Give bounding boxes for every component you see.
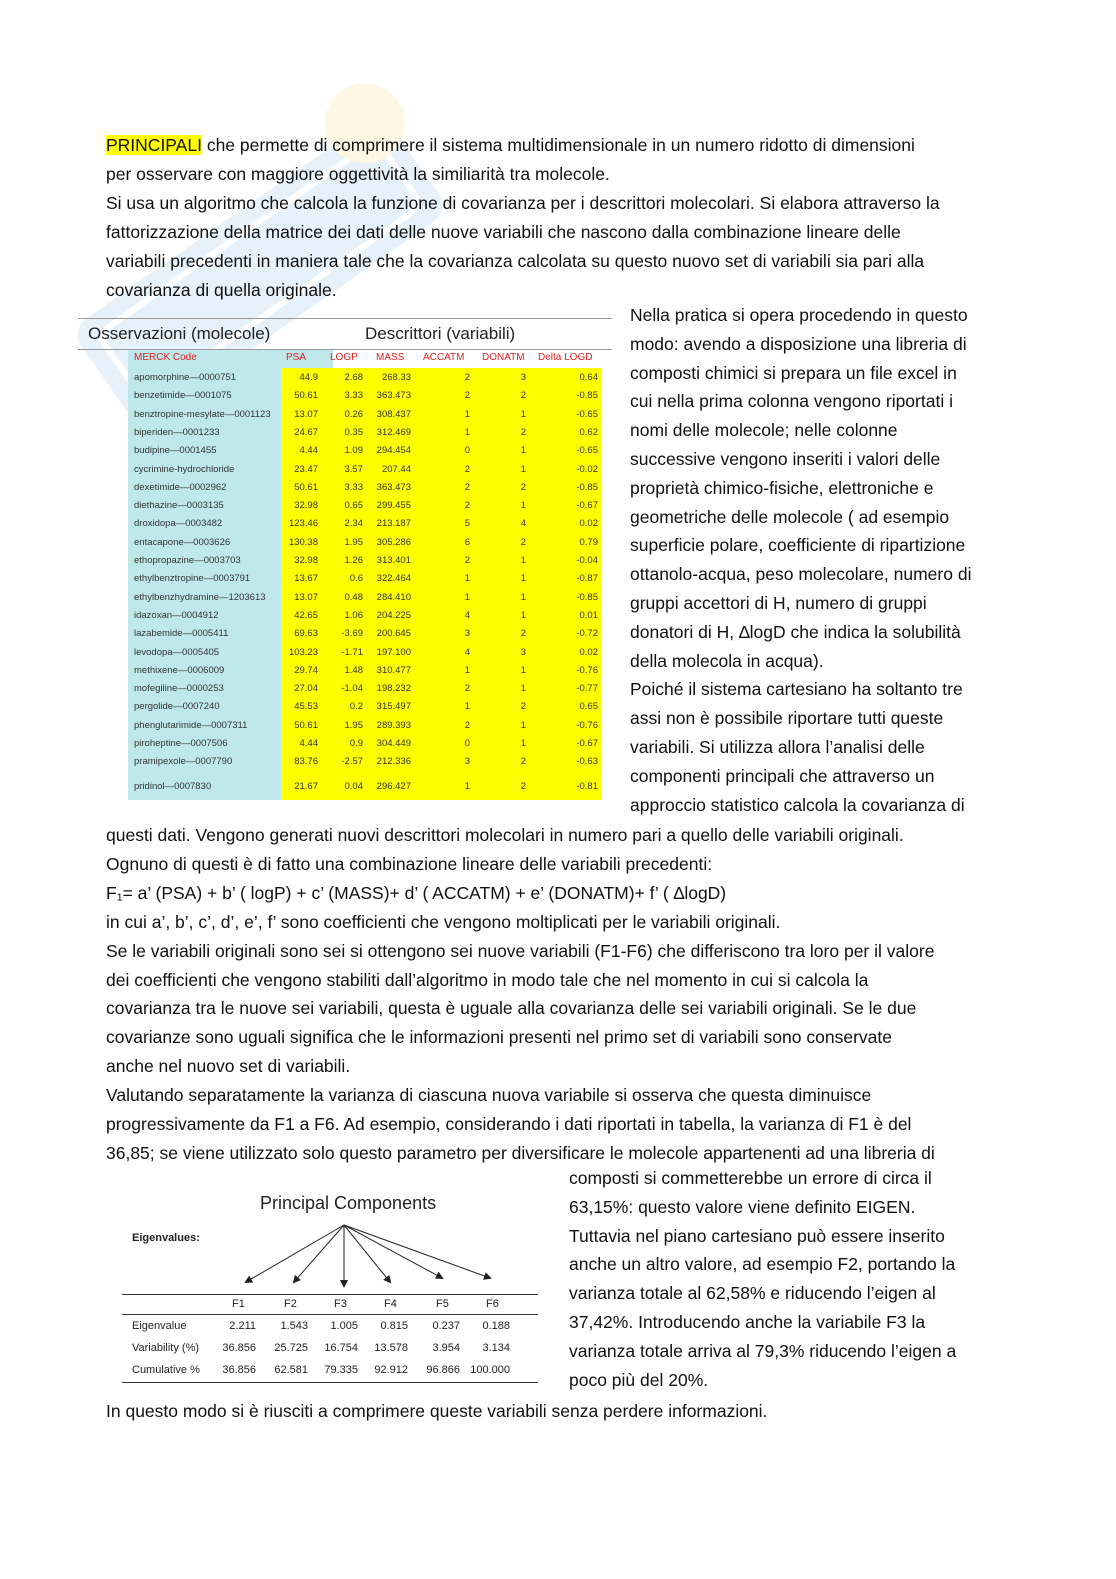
side-line: Nella pratica si opera procedendo in questo: [630, 305, 968, 325]
descriptors-header: Descrittori (variabili): [365, 324, 516, 343]
descriptor-value: 32.98: [294, 500, 318, 512]
table-row: [78, 535, 612, 553]
descriptor-value: 1: [520, 555, 526, 566]
descriptor-value: 2.68: [344, 372, 363, 383]
descriptor-value: 212.336: [376, 756, 411, 768]
descriptor-value: 45.53: [294, 701, 318, 713]
body-line: anche nel nuovo set di variabili.: [106, 1056, 351, 1077]
descriptor-value: 0.79: [579, 536, 598, 548]
descriptor-value: 1: [520, 408, 526, 420]
molecule-name: lazabemide—0005411: [134, 628, 229, 640]
descriptor-value: 363.473: [376, 390, 411, 402]
descriptor-value: 1: [520, 591, 526, 603]
descriptor-value: 2: [520, 701, 526, 713]
descriptor-value: 3.33: [344, 481, 363, 493]
descriptor-value: -1.04: [341, 683, 363, 695]
molecule-name: pridinol—0007830: [134, 780, 212, 792]
side-line: nomi delle molecole; nelle colonne: [630, 420, 898, 441]
descriptor-value: 294.454: [376, 445, 411, 457]
side-line: superficie polare, coefficiente di ripartizione: [630, 535, 966, 556]
descriptor-value: 3: [464, 628, 470, 640]
descriptor-value: 2: [464, 372, 470, 383]
descriptor-value: 103.23: [288, 646, 318, 658]
descriptor-value: 296.427: [376, 780, 411, 792]
descriptor-value: 1.09: [344, 445, 363, 457]
descriptor-value: 32.98: [294, 555, 318, 566]
column-header: MERCK Code: [134, 352, 197, 363]
pc-value: 0.815: [380, 1320, 408, 1332]
descriptor-value: -0.72: [576, 628, 598, 640]
line-text: fattorizzazione della matrice dei dati delle nuove variabili che nascono dalla combinazione lineare delle: [106, 222, 901, 242]
molecule-name: mofegiline—0000253: [134, 683, 224, 695]
pc-value: 96.866: [426, 1364, 460, 1376]
pc-value: 92.912: [374, 1364, 408, 1376]
side-line: proprietà chimico-fisiche, elettroniche e: [630, 477, 934, 498]
body-line: progressivamente da F1 a F6. Ad esempio, considerando i dati riportati in tabella, la varianza di F1 è del: [106, 1114, 912, 1134]
observations-header: Osservazioni (molecole): [88, 324, 271, 343]
descriptor-value: 1: [520, 738, 526, 749]
descriptor-value: 21.67: [294, 780, 318, 792]
descriptor-value: 0.64: [579, 372, 598, 383]
descriptor-value: 0.65: [344, 500, 363, 512]
body-line: covarianze sono uguali significa che le informazioni presenti nel primo set di variabili sono conservate: [106, 1027, 892, 1048]
molecule-name: ethylbenzhydramine—1203613: [134, 591, 266, 603]
descriptor-value: 0.02: [579, 518, 598, 530]
descriptor-value: 207.44: [381, 463, 411, 475]
descriptor-value: 2: [520, 390, 526, 402]
descriptor-value: 50.61: [294, 481, 318, 493]
descriptor-value: -0.76: [576, 664, 598, 676]
descriptor-value: 204.225: [376, 609, 411, 621]
descriptor-value: 1: [520, 573, 526, 585]
table-row: [78, 407, 612, 425]
intro-line: [106, 160, 610, 189]
side2-line: 63,15%: questo valore viene definito EIGEN.: [569, 1196, 916, 1217]
descriptor-value: 313.401: [376, 555, 411, 566]
descriptor-value: 289.393: [376, 719, 411, 731]
table-row: [78, 571, 612, 589]
descriptor-value: 130.38: [288, 536, 318, 548]
pc-row-label: Cumulative %: [132, 1364, 200, 1376]
descriptor-value: 2: [464, 719, 470, 731]
pc-value: 100.000: [470, 1364, 510, 1376]
side2-line: composti si commetterebbe un errore di circa il: [569, 1168, 932, 1188]
eigenvalues-label: Eigenvalues:: [132, 1232, 200, 1244]
column-header: LOGP: [330, 352, 358, 363]
pc-value: 79.335: [324, 1364, 358, 1376]
descriptor-value: 2: [464, 390, 470, 402]
descriptor-value: 50.61: [294, 719, 318, 731]
descriptor-value: -0.67: [576, 738, 598, 749]
body-line: Ognuno di questi è di fatto una combinazione lineare delle variabili precedenti:: [106, 853, 713, 874]
pc-column-header: F4: [384, 1298, 397, 1310]
table-row: [78, 480, 612, 498]
descriptor-value: 308.437: [376, 408, 411, 420]
descriptor-value: -0.85: [576, 481, 598, 493]
pc-value: 16.754: [324, 1342, 358, 1354]
descriptor-value: 123.46: [288, 518, 318, 530]
descriptor-value: 0.62: [579, 426, 598, 438]
pc-rule-mid: [122, 1314, 538, 1315]
descriptor-value: 2: [520, 756, 526, 768]
descriptor-value: 1: [464, 408, 470, 420]
molecule-name: cycrimine-hydrochloride: [134, 463, 235, 475]
descriptor-value: 0.65: [579, 701, 598, 713]
column-header: PSA: [286, 352, 307, 363]
descriptor-value: -0.81: [576, 780, 598, 792]
side-line: approccio statistico calcola la covarianza di: [630, 794, 965, 815]
descriptor-value: 2: [464, 683, 470, 695]
descriptor-value: 0.2: [349, 701, 363, 713]
intro-line: [106, 276, 337, 305]
side2-line: varianza totale arriva al 79,3% riducendo l’eigen a: [569, 1340, 957, 1361]
principal-components-figure: [120, 1190, 545, 1390]
pc-value: 3.954: [432, 1342, 460, 1354]
molecule-name: benzetimide—0001075: [134, 390, 232, 402]
table-row: [78, 681, 612, 699]
descriptor-value: 284.410: [376, 591, 411, 603]
descriptor-value: 1: [520, 463, 526, 475]
table-row: [78, 370, 612, 388]
descriptor-value: 1.26: [344, 555, 363, 566]
descriptor-value: 0: [464, 738, 470, 749]
side-line: ottanolo-acqua, peso molecolare, numero di: [630, 564, 972, 585]
table-header-band: [78, 318, 612, 350]
side-line: della molecola in acqua).: [630, 650, 824, 671]
molecule-name: benztropine-mesylate—0001123: [134, 408, 271, 420]
descriptor-value: 3: [520, 372, 526, 383]
descriptor-value: 200.645: [376, 628, 411, 640]
descriptor-value: 3: [520, 646, 526, 658]
pc-column-header: F3: [334, 1298, 347, 1310]
molecule-name: pramipexole—0007790: [134, 756, 233, 768]
pc-column-header: F6: [486, 1298, 499, 1310]
side-line: componenti principali che attraverso un: [630, 765, 935, 786]
descriptor-value: 1: [520, 719, 526, 731]
descriptor-value: 27.04: [294, 683, 318, 695]
table-row: [78, 443, 612, 461]
line-text: che permette di comprimere il sistema multidimensionale in un numero ridotto di dimensioni: [201, 135, 915, 155]
molecule-name: ethylbenztropine—0003791: [134, 573, 251, 585]
column-header: MASS: [376, 352, 405, 363]
descriptor-value: -0.85: [576, 591, 598, 603]
descriptor-value: 0.02: [579, 646, 598, 658]
descriptor-value: 1: [464, 664, 470, 676]
descriptor-value: 5: [464, 518, 470, 530]
pc-arrows: [120, 1190, 545, 1300]
side-line: composti chimici si prepara un file excel in: [630, 362, 957, 383]
descriptor-value: 198.232: [376, 683, 411, 695]
descriptor-table-figure: [78, 318, 612, 804]
descriptor-value: 23.47: [294, 463, 318, 475]
descriptor-value: -0.77: [576, 683, 598, 695]
pc-value: 3.134: [482, 1342, 510, 1354]
pc-title: Principal Components: [260, 1193, 437, 1213]
table-row: [78, 718, 612, 736]
descriptor-value: 1: [520, 445, 526, 457]
pc-row-label: Eigenvalue: [132, 1320, 187, 1332]
descriptor-value: 213.187: [376, 518, 411, 530]
descriptor-value: 2: [464, 555, 470, 566]
descriptor-value: 1: [464, 701, 470, 713]
table-row: [78, 736, 612, 754]
intro-line: [106, 247, 924, 276]
side-line: assi non è possibile riportare tutti queste: [630, 708, 944, 729]
descriptor-value: 1.95: [344, 536, 363, 548]
descriptor-value: -0.76: [576, 719, 598, 731]
molecule-name: apomorphine—0000751: [134, 372, 236, 383]
side-line: donatori di H, ∆logD che indica la solubilità: [630, 621, 961, 642]
pc-column-header: F2: [284, 1298, 297, 1310]
molecule-name: piroheptine—0007506: [134, 738, 228, 749]
descriptor-value: -0.02: [576, 463, 598, 475]
column-header: DONATM: [482, 352, 525, 363]
descriptor-value: 0.01: [579, 609, 598, 621]
body-line: 36,85; se viene utilizzato solo questo parametro per diversificare le molecole appartenenti ad una libreria di: [106, 1142, 935, 1163]
pc-rule-bottom: [122, 1382, 538, 1383]
descriptor-value: 0.48: [344, 591, 363, 603]
descriptor-value: -0.87: [576, 573, 598, 585]
descriptor-value: 305.286: [376, 536, 411, 548]
descriptor-value: 2: [464, 481, 470, 493]
descriptor-value: 4: [464, 609, 470, 621]
pc-value: 25.725: [274, 1342, 308, 1354]
table-row: [78, 516, 612, 534]
body-line: questi dati. Vengono generati nuovi descrittori molecolari in numero pari a quello delle variabili originali.: [106, 825, 904, 845]
side-line: Poiché il sistema cartesiano ha soltanto tre: [630, 679, 963, 700]
descriptor-value: 4: [464, 646, 470, 658]
descriptor-value: 322.464: [376, 573, 411, 585]
descriptor-value: 1: [464, 780, 470, 792]
descriptor-value: 268.33: [381, 372, 411, 383]
molecule-name: diethazine—0003135: [134, 500, 224, 512]
descriptor-value: 310.477: [376, 664, 411, 676]
molecule-name: methixene—0006009: [134, 664, 225, 676]
side-line: variabili. Si utilizza allora l’analisi delle: [630, 737, 925, 757]
side2-line: anche un altro valore, ad esempio F2, portando la: [569, 1254, 956, 1275]
descriptor-value: 42.65: [294, 609, 318, 621]
descriptor-value: 299.455: [376, 500, 411, 512]
table-row: [78, 779, 612, 797]
side2-line: poco più del 20%.: [569, 1369, 709, 1390]
descriptor-value: 4: [520, 518, 526, 530]
descriptor-value: 2: [464, 500, 470, 512]
descriptor-value: 0.6: [349, 573, 363, 585]
pc-column-header: F5: [436, 1298, 449, 1310]
descriptor-value: 2: [520, 780, 526, 792]
column-header: Delta LOGD: [538, 352, 593, 363]
table-row: [78, 590, 612, 608]
descriptor-value: 3: [464, 756, 470, 768]
final-line: In questo modo si è riusciti a comprimere queste variabili senza perdere informazioni.: [106, 1401, 768, 1421]
descriptor-value: 197.100: [376, 646, 411, 658]
side-line: geometriche delle molecole ( ad esempio: [630, 506, 950, 527]
molecule-name: budipine—0001455: [134, 445, 217, 457]
descriptor-value: -0.67: [576, 500, 598, 512]
table-row: [78, 754, 612, 772]
pc-rule-top: [122, 1294, 538, 1295]
descriptor-value: -0.63: [576, 756, 598, 768]
table-row: [78, 608, 612, 626]
molecule-name: entacapone—0003626: [134, 536, 231, 548]
descriptor-value: 1: [520, 683, 526, 695]
descriptor-value: 3.57: [344, 463, 363, 475]
descriptor-value: 29.74: [294, 664, 318, 676]
column-header: ACCATM: [423, 352, 465, 363]
pc-value: 0.237: [432, 1320, 460, 1332]
descriptor-value: -2.57: [341, 756, 363, 768]
descriptor-value: 1: [520, 609, 526, 621]
side2-line: Tuttavia nel piano cartesiano può essere inserito: [569, 1225, 945, 1246]
molecule-name: ethopropazine—0003703: [134, 555, 241, 566]
descriptor-value: 69.63: [294, 628, 318, 640]
descriptor-value: 312.469: [376, 426, 411, 438]
descriptor-value: 1: [464, 591, 470, 603]
descriptor-value: 50.61: [294, 390, 318, 402]
table-row: [78, 388, 612, 406]
table-row: [78, 498, 612, 516]
descriptor-value: 2: [464, 463, 470, 475]
intro-line: [106, 218, 901, 247]
molecule-name: phenglutarimide—0007311: [134, 719, 248, 731]
body-line: Se le variabili originali sono sei si ottengono sei nuove variabili (F1-F6) che differiscono tra loro per il valore: [106, 940, 935, 961]
body-line: Valutando separatamente la varianza di ciascuna nuova variabile si osserva che questa diminuisce: [106, 1085, 872, 1106]
body-line: dei coefficienti che vengono stabiliti dall’algoritmo in modo tale che nel momento in cui si calcola la: [106, 969, 869, 990]
descriptor-value: 24.67: [294, 426, 318, 438]
descriptor-value: -0.65: [576, 445, 598, 457]
table-row: [78, 626, 612, 644]
pc-value: 0.188: [482, 1320, 510, 1332]
descriptor-value: 3.33: [344, 390, 363, 402]
pc-value: 1.543: [280, 1320, 308, 1332]
molecule-name: biperiden—0001233: [134, 426, 220, 438]
side-line: modo: avendo a disposizione una libreria di: [630, 333, 967, 354]
line-text: per osservare con maggiore oggettività la similiarità tra molecole.: [106, 164, 610, 184]
descriptor-value: 363.473: [376, 481, 411, 493]
side-line: successive vengono inseriti i valori delle: [630, 449, 941, 469]
descriptor-value: 4.44: [299, 738, 318, 749]
pc-row-label: Variability (%): [132, 1342, 200, 1354]
highlighted-word: PRINCIPALI: [106, 135, 202, 155]
line-text: Si usa un algoritmo che calcola la funzione di covarianza per i descrittori molecolari. Si elabora attraverso la: [106, 193, 940, 213]
descriptor-value: 44.9: [299, 372, 318, 383]
descriptor-value: -3.69: [341, 628, 363, 640]
descriptor-value: 4.44: [299, 445, 318, 457]
body-line: F₁= a’ (PSA) + b’ ( logP) + c’ (MASS)+ d’ ( ACCATM) + e’ (DONATM)+ f’ ( ∆logD): [106, 882, 727, 903]
descriptor-value: 13.07: [294, 591, 318, 603]
descriptor-value: 304.449: [376, 738, 411, 749]
molecule-name: dexetimide—0002962: [134, 481, 227, 493]
descriptor-value: -0.65: [576, 408, 598, 420]
descriptor-value: 0.35: [344, 426, 363, 438]
intro-line: [106, 131, 915, 160]
side2-line: varianza totale al 62,58% e riducendo l’eigen al: [569, 1283, 936, 1304]
descriptor-value: 0.04: [344, 780, 363, 792]
molecule-name: levodopa—0005405: [134, 646, 220, 658]
pc-value: 36.856: [222, 1342, 256, 1354]
table-row: [78, 553, 612, 571]
table-row: [78, 645, 612, 663]
descriptor-value: -0.85: [576, 390, 598, 402]
pc-value: 1.005: [330, 1320, 358, 1332]
descriptor-value: 2: [520, 628, 526, 640]
descriptor-value: 1: [520, 664, 526, 676]
descriptor-value: -0.04: [576, 555, 598, 566]
descriptor-value: 6: [464, 536, 470, 548]
line-text: variabili precedenti in maniera tale che la covarianza calcolata su questo nuovo set di variabili sia pari alla: [106, 251, 925, 271]
table-row: [78, 663, 612, 681]
molecule-name: idazoxan—0004912: [134, 609, 219, 621]
side2-line: 37,42%. Introducendo anche la variabile F3 la: [569, 1312, 926, 1332]
body-line: covarianza tra le nuove sei variabili, questa è uguale alla covarianza delle sei variabili originali. Se le due: [106, 998, 917, 1019]
descriptor-value: 0.9: [349, 738, 363, 749]
descriptor-value: 315.497: [376, 701, 411, 713]
descriptor-value: 0.26: [344, 408, 363, 420]
descriptor-value: 1: [464, 573, 470, 585]
intro-line: [106, 189, 940, 218]
descriptor-value: -1.71: [341, 646, 363, 658]
side-line: cui nella prima colonna vengono riportati i: [630, 391, 953, 412]
pc-value: 62.581: [274, 1364, 308, 1376]
table-row: [78, 425, 612, 443]
molecule-name: pergolide—0007240: [134, 701, 220, 713]
descriptor-value: 2: [520, 481, 526, 493]
descriptor-value: 1.48: [344, 664, 363, 676]
descriptor-value: 2: [520, 426, 526, 438]
descriptor-value: 83.76: [294, 756, 318, 768]
molecule-name: droxidopa—0003482: [134, 518, 223, 530]
descriptor-value: 2.34: [344, 518, 363, 530]
body-line: in cui a’, b’, c’, d’, e’, f’ sono coefficienti che vengono moltiplicati per le variabili originali.: [106, 911, 781, 932]
descriptor-value: 1.95: [344, 719, 363, 731]
descriptor-value: 1: [520, 500, 526, 512]
pc-value: 36.856: [222, 1364, 256, 1376]
side-line: gruppi accettori di H, numero di gruppi: [630, 593, 927, 613]
pc-value: 2.211: [229, 1320, 256, 1332]
table-row: [78, 462, 612, 480]
descriptor-value: 0: [464, 445, 470, 457]
pc-column-header: F1: [232, 1298, 245, 1310]
table-row: [78, 699, 612, 717]
descriptor-value: 2: [520, 536, 526, 548]
descriptor-value: 13.07: [294, 408, 318, 420]
line-text: covarianza di quella originale.: [106, 280, 337, 300]
descriptor-value: 1.06: [344, 609, 363, 621]
descriptor-value: 13.67: [294, 573, 318, 585]
pc-value: 13.578: [374, 1342, 408, 1354]
descriptor-value: 1: [464, 426, 470, 438]
